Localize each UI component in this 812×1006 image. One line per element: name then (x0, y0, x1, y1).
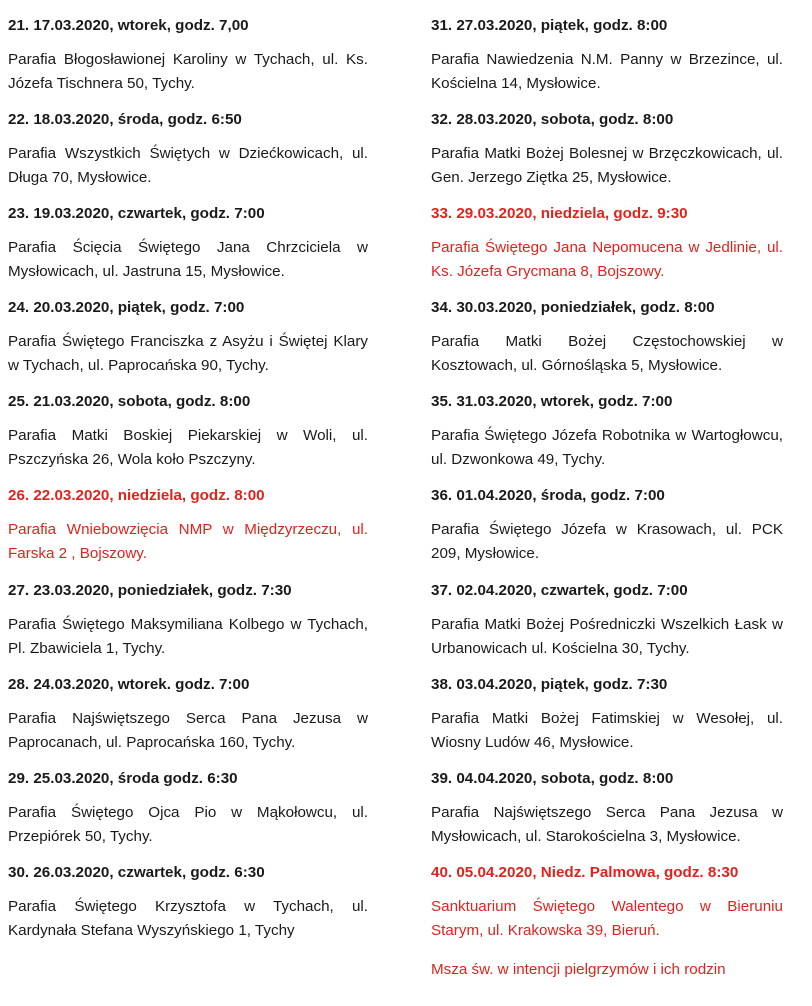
entry-description: Parafia Wszystkich Świętych w Dziećkowicach, ul. Długa 70, Mysłowice. (8, 145, 368, 186)
schedule-entry (8, 581, 368, 660)
entry-heading: 21. 17.03.2020, wtorek, godz. 7,00 (8, 17, 249, 34)
entry-description: Parafia Świętego Ojca Pio w Mąkołowcu, ul. Przepiórek 50, Tychy. (8, 804, 368, 845)
entry-heading: 40. 05.04.2020, Niedz. Palmowa, godz. 8:30 (431, 864, 739, 881)
schedule-entry (8, 204, 368, 283)
entry-heading: 28. 24.03.2020, wtorek. godz. 7:00 (8, 676, 250, 693)
entry-heading: 30. 26.03.2020, czwartek, godz. 6:30 (8, 864, 265, 881)
schedule-entry (431, 675, 783, 754)
entry-description: Parafia Świętego Józefa w Krasowach, ul. PCK 209, Mysłowice. (431, 521, 783, 562)
entry-description: Parafia Matki Boskiej Piekarskiej w Woli, ul. Pszczyńska 26, Wola koło Pszczyny. (8, 427, 368, 468)
entry-description: Parafia Matki Bożej Częstochowskiej w Kosztowach, ul. Górnośląska 5, Mysłowice. (431, 333, 783, 374)
entry-heading: 24. 20.03.2020, piątek, godz. 7:00 (8, 299, 245, 316)
entry-heading: 32. 28.03.2020, sobota, godz. 8:00 (431, 111, 674, 128)
entry-description: Parafia Nawiedzenia N.M. Panny w Brzezince, ul. Kościelna 14, Mysłowice. (431, 51, 783, 92)
entry-heading: 38. 03.04.2020, piątek, godz. 7:30 (431, 676, 668, 693)
entry-heading: 26. 22.03.2020, niedziela, godz. 8:00 (8, 487, 265, 504)
schedule-entry (431, 110, 783, 189)
entry-heading: 39. 04.04.2020, sobota, godz. 8:00 (431, 770, 674, 787)
entry-description: Parafia Wniebowzięcia NMP w Międzyrzeczu, ul. Farska 2 , Bojszowy. (8, 521, 368, 562)
schedule-entry (431, 581, 783, 660)
entry-description: Parafia Świętego Krzysztofa w Tychach, ul. Kardynała Stefana Wyszyńskiego 1, Tychy (8, 898, 368, 939)
schedule-entry (8, 392, 368, 471)
entry-description: Parafia Najświętszego Serca Pana Jezusa w Paprocanach, ul. Paprocańska 160, Tychy. (8, 710, 368, 751)
entry-heading: 27. 23.03.2020, poniedziałek, godz. 7:30 (8, 582, 292, 599)
schedule-entry (431, 16, 783, 95)
entry-description: Parafia Ścięcia Świętego Jana Chrzciciela w Mysłowicach, ul. Jastruna 15, Mysłowice. (8, 239, 368, 280)
schedule-entry (8, 110, 368, 189)
entry-description: Parafia Świętego Jana Nepomucena w Jedlinie, ul. Ks. Józefa Grycmana 8, Bojszowy. (431, 239, 783, 280)
entry-heading: 22. 18.03.2020, środa, godz. 6:50 (8, 111, 242, 128)
schedule-entry (431, 863, 783, 942)
entry-heading: 34. 30.03.2020, poniedziałek, godz. 8:00 (431, 299, 715, 316)
schedule-entry (8, 769, 368, 848)
schedule-entry (8, 863, 368, 942)
schedule-entry (431, 486, 783, 565)
entry-heading: 29. 25.03.2020, środa godz. 6:30 (8, 770, 238, 787)
entry-description: Parafia Świętego Franciszka z Asyżu i Świętej Klary w Tychach, ul. Paprocańska 90, Tychy. (8, 333, 368, 374)
entry-description: Parafia Matki Bożej Pośredniczki Wszelkich Łask w Urbanowicach ul. Kościelna 30, Tychy. (431, 616, 783, 657)
schedule-entry (431, 298, 783, 377)
entry-heading: 37. 02.04.2020, czwartek, godz. 7:00 (431, 582, 688, 599)
entry-description: Parafia Świętego Maksymiliana Kolbego w Tychach, Pl. Zbawiciela 1, Tychy. (8, 616, 368, 657)
entry-heading: 33. 29.03.2020, niedziela, godz. 9:30 (431, 205, 688, 222)
schedule-entry (431, 769, 783, 848)
closing-note: Msza św. w intencji pielgrzymów i ich rodzin (431, 961, 726, 978)
entry-heading: 31. 27.03.2020, piątek, godz. 8:00 (431, 17, 668, 34)
schedule-entry (8, 486, 368, 565)
entry-description: Parafia Matki Bożej Fatimskiej w Wesołej, ul. Wiosny Ludów 46, Mysłowice. (431, 710, 783, 751)
entry-description: Parafia Najświętszego Serca Pana Jezusa w Mysłowicach, ul. Starokościelna 3, Mysłowice. (431, 804, 783, 845)
schedule-entry (8, 298, 368, 377)
schedule-entry (8, 675, 368, 754)
entry-heading: 23. 19.03.2020, czwartek, godz. 7:00 (8, 205, 265, 222)
entry-description: Parafia Matki Bożej Bolesnej w Brzęczkowicach, ul. Gen. Jerzego Ziętka 25, Mysłowice. (431, 145, 783, 186)
entry-description: Parafia Błogosławionej Karoliny w Tychach, ul. Ks. Józefa Tischnera 50, Tychy. (8, 51, 368, 92)
entry-description: Parafia Świętego Józefa Robotnika w Wartogłowcu, ul. Dzwonkowa 49, Tychy. (431, 427, 783, 468)
schedule-entry (8, 16, 368, 95)
entry-description: Sanktuarium Świętego Walentego w Bieruniu Starym, ul. Krakowska 39, Bieruń. (431, 898, 783, 939)
entry-heading: 35. 31.03.2020, wtorek, godz. 7:00 (431, 393, 673, 410)
schedule-entry (431, 392, 783, 471)
entry-heading: 36. 01.04.2020, środa, godz. 7:00 (431, 487, 665, 504)
schedule-entry (431, 204, 783, 283)
entry-heading: 25. 21.03.2020, sobota, godz. 8:00 (8, 393, 251, 410)
